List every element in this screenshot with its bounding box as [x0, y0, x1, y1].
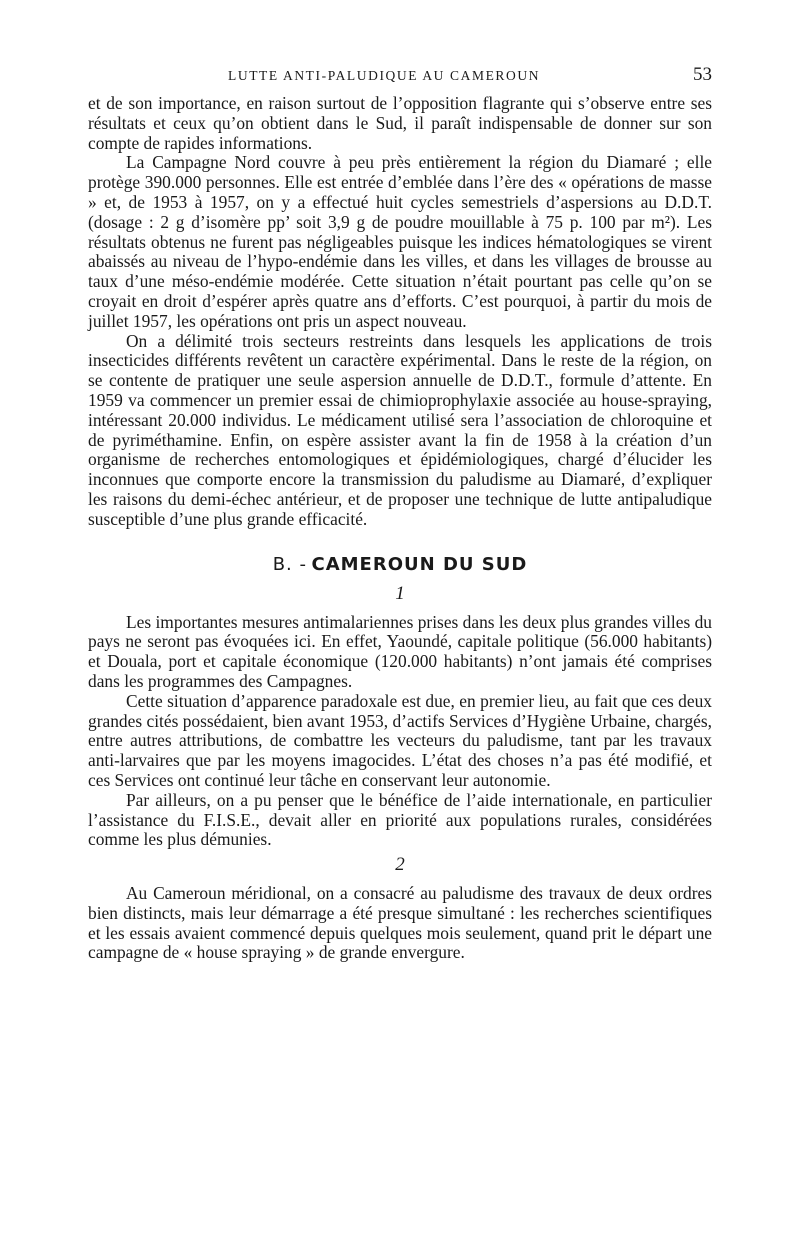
- paragraph-cameroun-meridional: Au Cameroun méridional, on a consacré au paludisme des travaux de deux ordres bien distincts, mais leur démarrage a été presque simultané : les recherches scientifiques et les essais avaient commencé depuis quelques mois seulement, quand prit le départ une campagne de « house spraying » de grande envergure.: [88, 883, 712, 963]
- subsection-number-1: 1: [395, 582, 405, 604]
- paragraph-grandes-villes: Les importantes mesures antimalariennes prises dans les deux plus grandes villes du pays ne seront pas évoquées ici. En effet, Yaoundé, capitale politique (56.000 habitants) et Douala, port et capitale économique (120.000 habitants) n’ont jamais été comprises dans les programmes des Campagnes.: [88, 611, 712, 691]
- running-title: LUTTE ANTI-PALUDIQUE AU CAMEROUN: [228, 68, 541, 83]
- page-number: 53: [693, 64, 712, 85]
- paragraph-campagne-nord: La Campagne Nord couvre à peu près entièrement la région du Diamaré ; elle protège 390.000 personnes. Elle est entrée d’emblée dans l’ère des « opérations de masse » et, de 1953 à 1957, on y a effectué huit cycles semestriels d’aspersions au D.D.T. (dosage : 2 g d’isomère pp’ soit 3,9 g de poudre mouillable à 75 p. 100 par m²). Les résultats obtenus ne furent pas négligeables puisque les indices hématologiques se virent abaissés au niveau de l’hypo-endémie dans les villes, et dans les villages de brousse au taux d’une méso-endémie modérée. Cette situation n’était pourtant pas celle qu’on se croyait en droit d’espérer après quatre ans d’efforts. C’est pourquoi, à partir du mois de juillet 1957, les opérations ont pris un aspect nouveau.: [88, 152, 712, 331]
- paragraph-situation-paradoxale: Cette situation d’apparence paradoxale est due, en premier lieu, au fait que ces deux grandes cités possédaient, bien avant 1953, d’actifs Services d’Hygiène Urbaine, chargés, entre autres attributions, de combattre les vecteurs du paludisme, tant par les travaux anti-larvaires que par les moyens imagocides. L’état des choses n’a pas été modifié, et ces Services ont continué leur tâche en conservant leur autonomie.: [88, 690, 712, 790]
- page: [88, 64, 712, 963]
- section-label: B. -: [272, 553, 307, 575]
- paragraph-aide-internationale: Par ailleurs, on a pu penser que le bénéfice de l’aide internationale, en particulier l’assistance du F.I.S.E., devait aller en priorité aux populations rurales, considérées comme les plus démunies.: [88, 789, 712, 850]
- section-heading: [88, 554, 712, 575]
- subsection-number-2: 2: [395, 854, 405, 876]
- page-header: [88, 64, 712, 94]
- paragraph-secteurs-restreints: On a délimité trois secteurs restreints dans lesquels les applications de trois insecticides différents revêtent un caractère expérimental. Dans le reste de la région, on se contente de pratiquer une seule aspersion annuelle de D.D.T., formule d’attente. En 1959 va commencer un premier essai de chimioprophylaxie associée au house-spraying, intéressant 20.000 individus. Le médicament utilisé sera l’association de chloroquine et de pyriméthamine. Enfin, on espère assister avant la fin de 1958 à la création d’un organisme de recherches entomologiques et épidémiologiques, chargé d’élucider les inconnues que comporte encore la transmission du paludisme au Diamaré, d’expliquer les raisons du demi-échec antérieur, et de proposer une technique de lutte antipaludique susceptible d’une plus grande efficacité.: [88, 330, 712, 529]
- paragraph-continuation: et de son importance, en raison surtout de l’opposition flagrante qui s’observe entre ses résultats et ceux qu’on obtient dans le Sud, il paraît indispensable de donner sur son compte de rapides informations.: [88, 93, 712, 153]
- section-title: CAMEROUN DU SUD: [311, 553, 528, 575]
